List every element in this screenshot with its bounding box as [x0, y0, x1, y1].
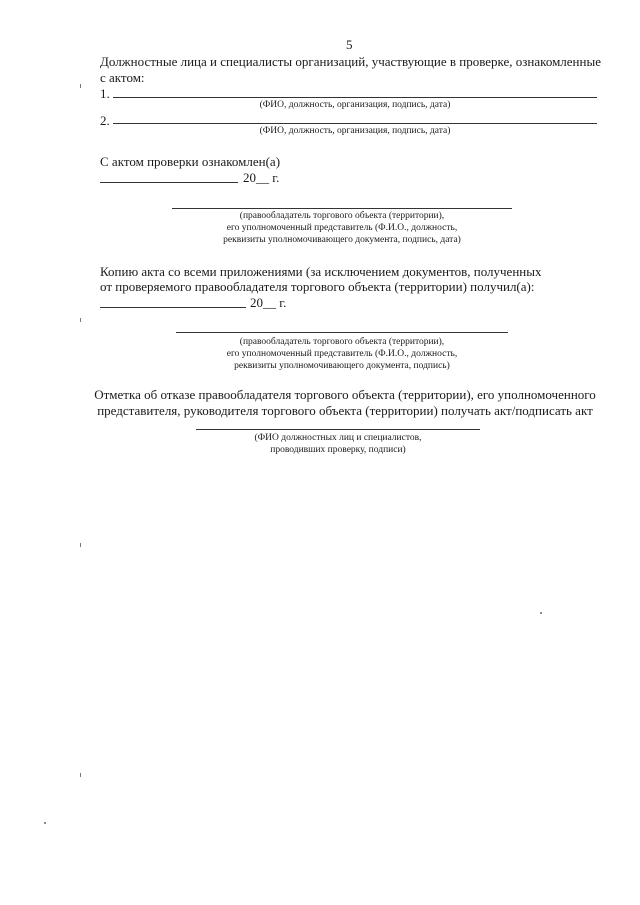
copy-received-text-line1: Копию акта со всеми приложениями (за исключением документов, полученных	[100, 264, 542, 279]
scan-dot	[44, 822, 46, 824]
acknowledgement-title: С актом проверки ознакомлен(а)	[100, 154, 281, 169]
entry-1-number: 1.	[100, 86, 110, 101]
scan-mark	[80, 84, 81, 88]
copy-received-signature-line	[176, 332, 508, 333]
acknowledgement-date-line	[100, 182, 238, 183]
copy-received-caption-line2: его уполномоченный представитель (Ф.И.О., должность,	[226, 349, 458, 359]
copy-received-date-year: 20__ г.	[250, 295, 287, 310]
acknowledgement-caption-line1: (правообладатель торгового объекта (территории),	[239, 211, 445, 221]
scan-mark	[80, 543, 81, 547]
page-number: 5	[346, 37, 353, 52]
copy-received-caption-line1: (правообладатель торгового объекта (территории),	[239, 337, 445, 347]
acknowledgement-caption-line2: его уполномоченный представитель (Ф.И.О., должность,	[226, 223, 458, 233]
entry-2-caption: (ФИО, должность, организация, подпись, дата)	[259, 126, 451, 136]
refusal-text-line2: представителя, руководителя торгового объекта (территории) получать акт/подписать акт	[97, 403, 593, 418]
copy-received-date-line	[100, 307, 246, 308]
acknowledgement-date-year: 20__ г.	[243, 170, 280, 185]
participants-intro-line1: Должностные лица и специалисты организаций, участвующие в проверке, ознакомленные	[100, 54, 601, 69]
refusal-caption-line2: проводивших проверку, подписи)	[270, 445, 406, 455]
entry-2-signature-line	[113, 123, 597, 124]
scan-dot	[540, 612, 542, 614]
scan-mark	[80, 773, 81, 777]
participants-intro-line2: с актом:	[100, 70, 145, 85]
acknowledgement-signature-line	[172, 208, 512, 209]
refusal-text-line1: Отметка об отказе правообладателя торгового объекта (территории), его уполномоченного	[94, 387, 596, 402]
scan-mark	[80, 318, 81, 322]
entry-1-signature-line	[113, 97, 597, 98]
acknowledgement-caption-line3: реквизиты уполномочивающего документа, подпись, дата)	[223, 235, 461, 245]
refusal-caption-line1: (ФИО должностных лиц и специалистов,	[254, 433, 422, 443]
refusal-signature-line	[196, 429, 480, 430]
copy-received-text-line2: от проверяемого правообладателя торгового объекта (территории) получил(а):	[100, 279, 535, 294]
copy-received-caption-line3: реквизиты уполномочивающего документа, подпись)	[234, 361, 450, 371]
entry-2-number: 2.	[100, 113, 110, 128]
entry-1-caption: (ФИО, должность, организация, подпись, дата)	[259, 100, 451, 110]
